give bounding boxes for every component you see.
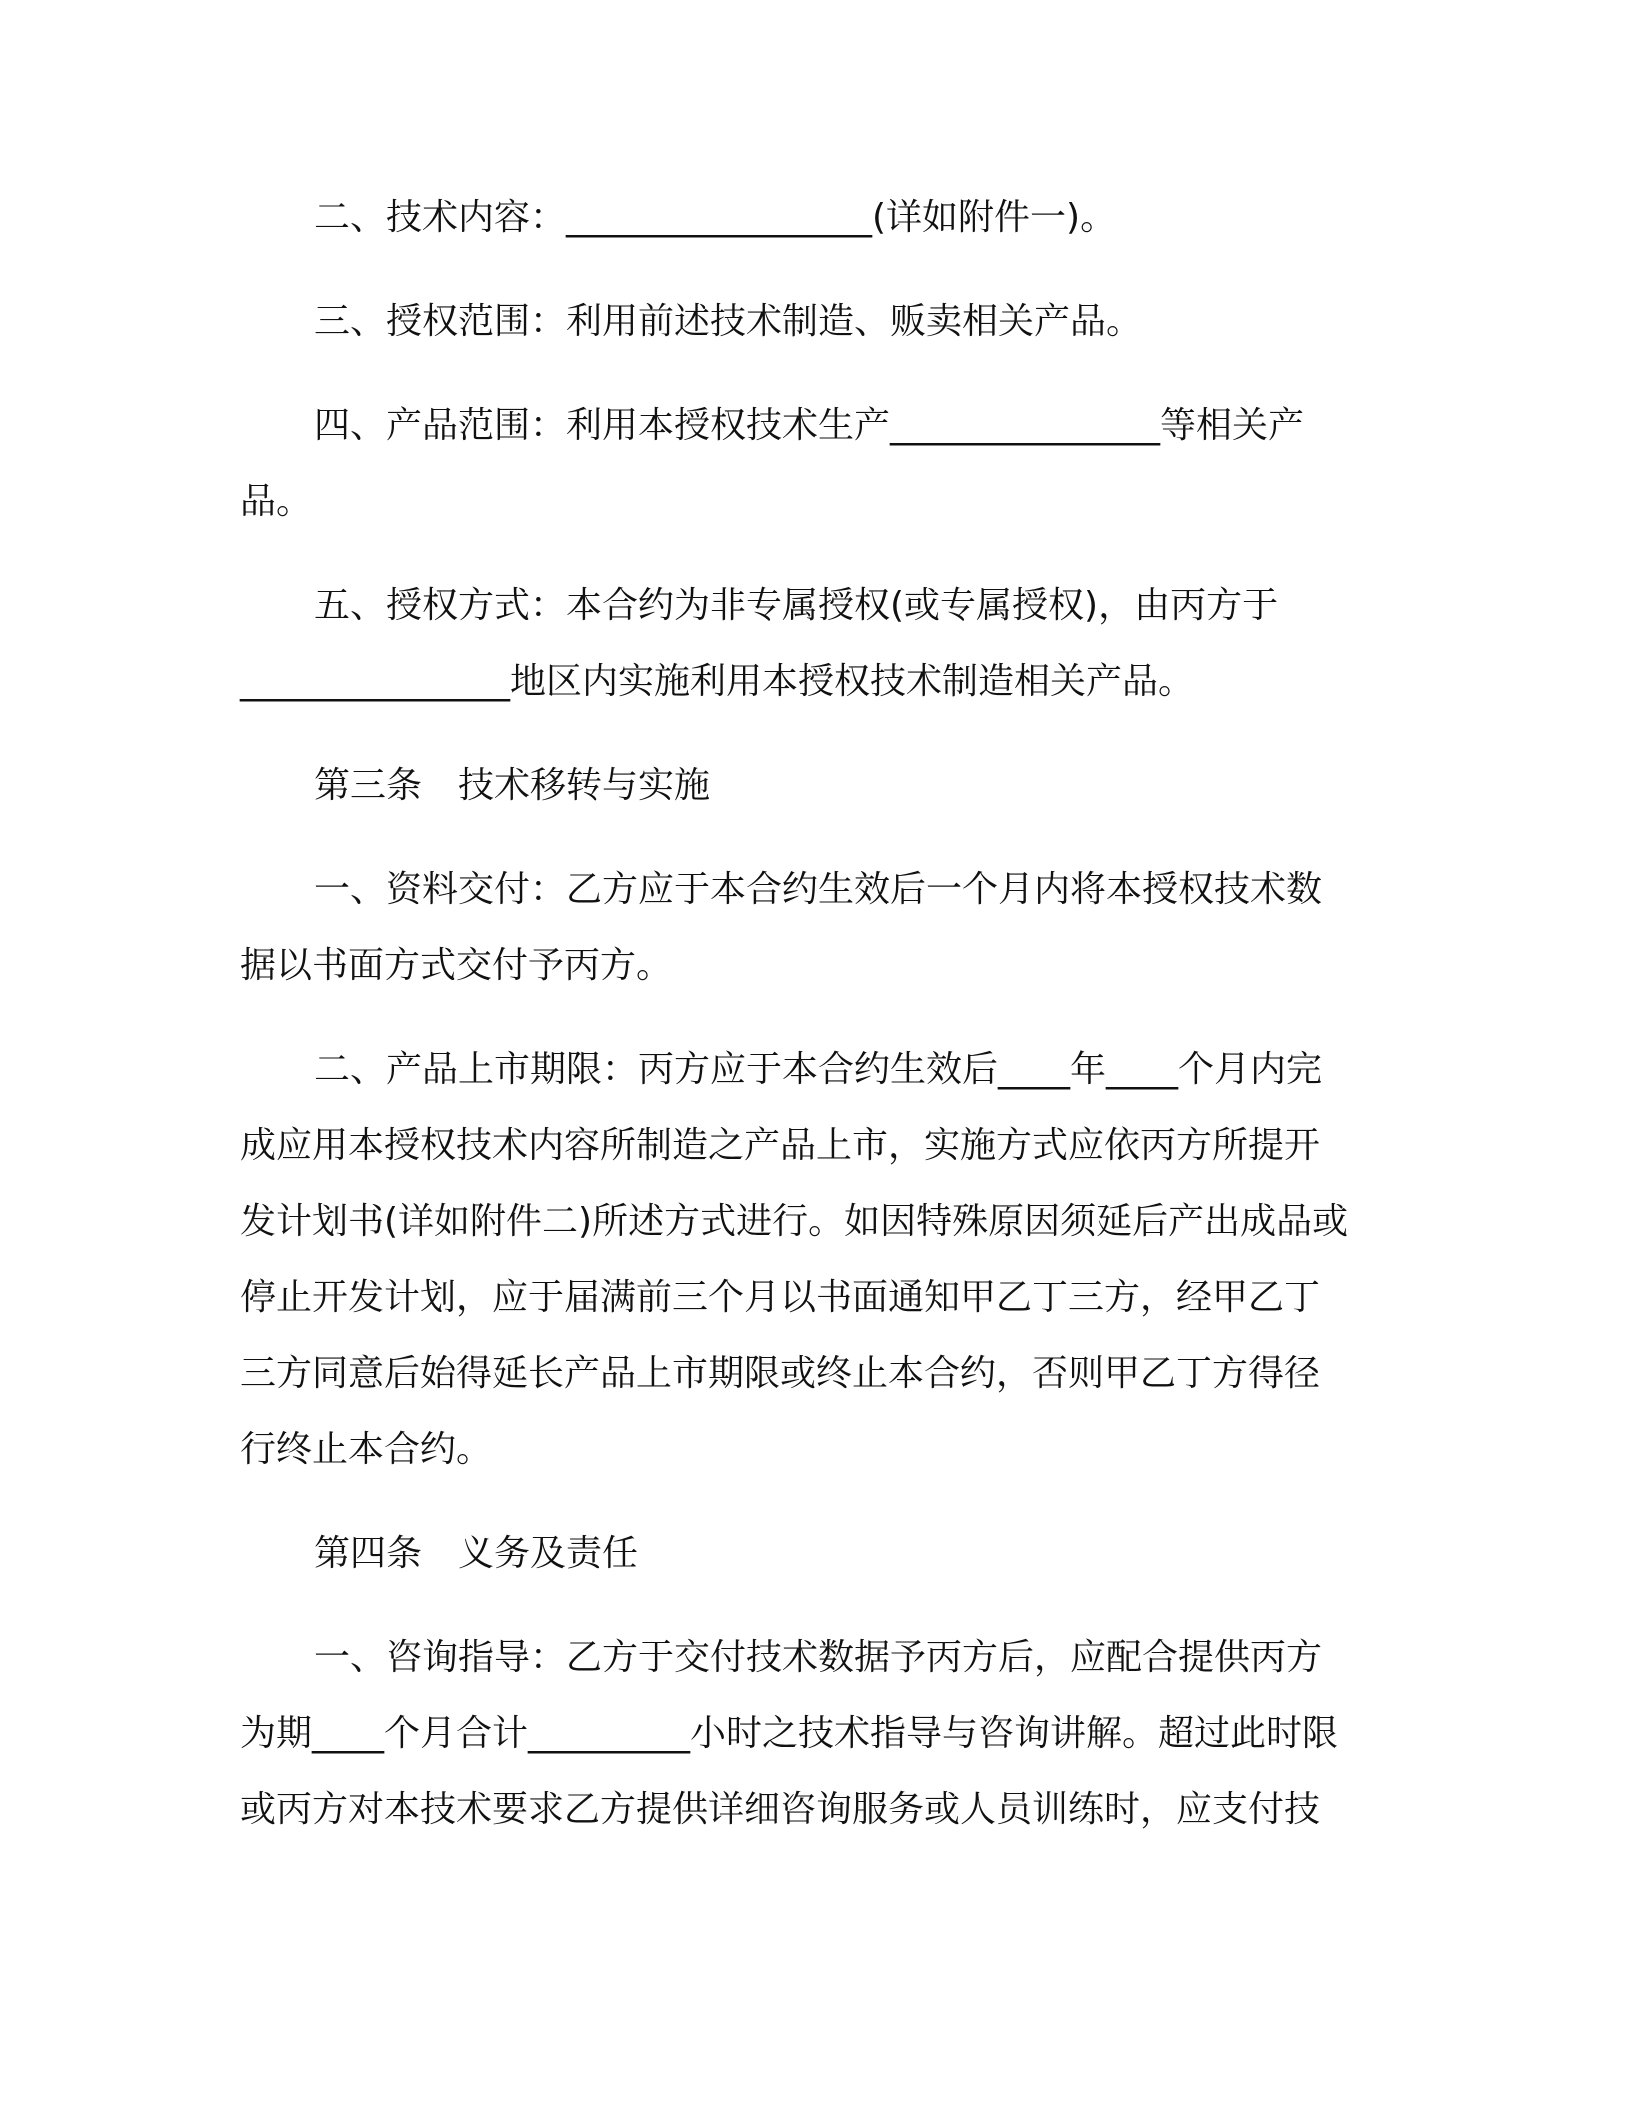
text-line: 品。 xyxy=(240,481,313,522)
section-heading: 第三条 技术移转与实施 xyxy=(314,765,711,806)
text-line: 一、资料交付：乙方应于本合约生效后一个月内将本授权技术数 xyxy=(314,869,1323,910)
clause-authorization-scope xyxy=(240,284,1400,360)
text-line: 三、授权范围：利用前述技术制造、贩卖相关产品。 xyxy=(314,301,1143,342)
clause-product-scope xyxy=(240,388,1400,540)
text-line: 三方同意后始得延长产品上市期限或终止本合约，否则甲乙丁方得径 xyxy=(240,1353,1321,1394)
text-line: 行终止本合约。 xyxy=(240,1429,493,1470)
clause-consulting-guidance xyxy=(240,1620,1400,1848)
text-line: 据以书面方式交付予丙方。 xyxy=(240,945,673,986)
text-line: _______________地区内实施利用本授权技术制造相关产品。 xyxy=(240,661,1195,702)
text-line: 二、技术内容：_________________(详如附件一)。 xyxy=(314,197,1117,238)
text-line: 五、授权方式：本合约为非专属授权(或专属授权)，由丙方于 xyxy=(314,585,1279,626)
section-heading-article-4 xyxy=(240,1516,1400,1592)
text-line: 成应用本授权技术内容所制造之产品上市，实施方式应依丙方所提开 xyxy=(240,1125,1321,1166)
text-line: 停止开发计划，应于届满前三个月以书面通知甲乙丁三方，经甲乙丁 xyxy=(240,1277,1321,1318)
section-heading: 第四条 义务及责任 xyxy=(314,1533,639,1574)
text-line: 为期____个月合计_________小时之技术指导与咨询讲解。超过此时限 xyxy=(240,1713,1339,1754)
section-heading-article-3 xyxy=(240,748,1400,824)
clause-technical-content xyxy=(240,180,1400,256)
text-line: 发计划书(详如附件二)所述方式进行。如因特殊原因须延后产出成品或 xyxy=(240,1201,1349,1242)
text-line: 一、咨询指导：乙方于交付技术数据予丙方后，应配合提供丙方 xyxy=(314,1637,1323,1678)
text-line: 或丙方对本技术要求乙方提供详细咨询服务或人员训练时，应支付技 xyxy=(240,1789,1321,1830)
clause-data-delivery xyxy=(240,852,1400,1004)
text-line: 四、产品范围：利用本授权技术生产_______________等相关产 xyxy=(314,405,1305,446)
text-line: 二、产品上市期限：丙方应于本合约生效后____年____个月内完 xyxy=(314,1049,1323,1090)
clause-market-deadline xyxy=(240,1032,1400,1488)
clause-authorization-method xyxy=(240,568,1400,720)
